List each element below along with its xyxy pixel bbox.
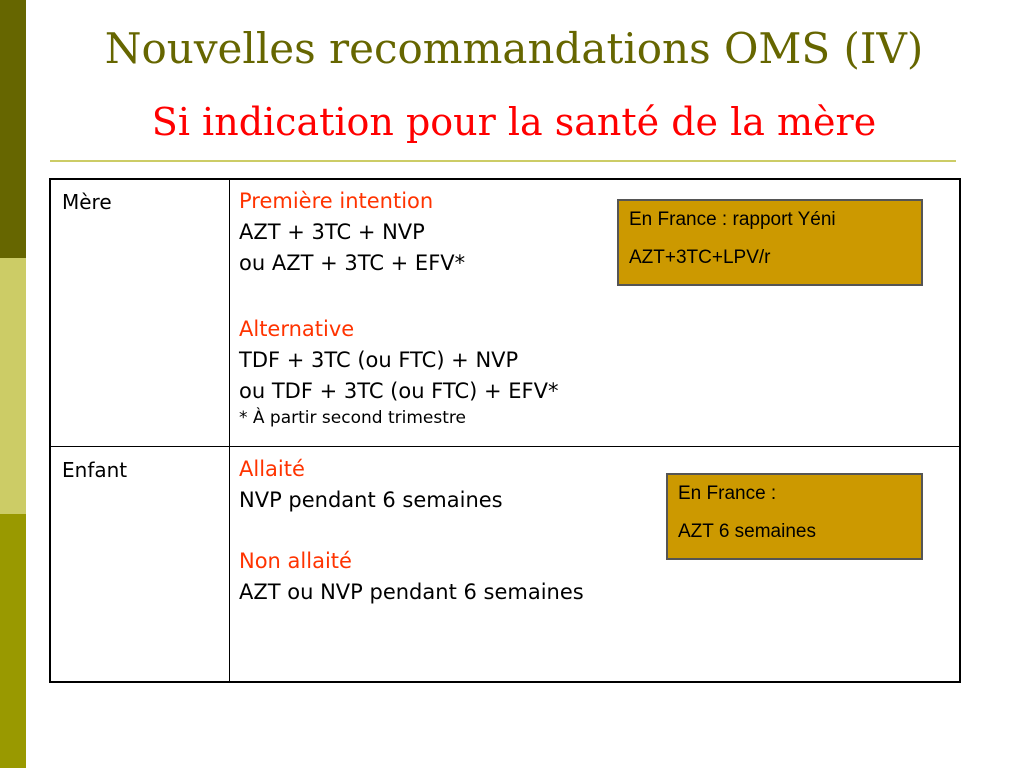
france-callout-enfant (666, 473, 923, 560)
slide-title: Nouvelles recommandations OMS (IV) (104, 24, 924, 73)
row-label-mere: Mère (62, 190, 112, 214)
enfant-breastfed-regimen: NVP pendant 6 semaines (239, 488, 503, 512)
enfant-not-breastfed-heading: Non allaité (239, 549, 352, 573)
callout-mere-line-1: En France : rapport Yéni (629, 209, 836, 230)
title-divider (50, 160, 956, 162)
table-column-divider (229, 180, 230, 681)
france-callout-mere (617, 199, 923, 286)
callout-enfant-line-1: En France : (678, 483, 777, 504)
enfant-breastfed-block (239, 454, 503, 516)
mere-alternative-block (239, 314, 559, 429)
enfant-not-breastfed-block (239, 546, 584, 608)
callout-mere-line-2: AZT+3TC+LPV/r (629, 247, 771, 268)
table-row-divider (51, 446, 959, 447)
sidebar-decoration-middle (0, 258, 26, 514)
mere-alternative-regimen-2: ou TDF + 3TC (ou FTC) + EFV* (239, 379, 559, 403)
mere-first-line-regimen-2: ou AZT + 3TC + EFV* (239, 251, 466, 275)
slide-subtitle: Si indication pour la santé de la mère (151, 100, 877, 144)
mere-alternative-regimen-1: TDF + 3TC (ou FTC) + NVP (239, 348, 519, 372)
mere-first-line-heading: Première intention (239, 189, 434, 213)
sidebar-decoration-bottom (0, 514, 26, 768)
mere-first-line-block (239, 186, 465, 279)
enfant-not-breastfed-regimen: AZT ou NVP pendant 6 semaines (239, 580, 584, 604)
mere-first-line-regimen-1: AZT + 3TC + NVP (239, 220, 425, 244)
mere-alternative-heading: Alternative (239, 317, 355, 341)
row-label-enfant: Enfant (62, 458, 128, 482)
enfant-breastfed-heading: Allaité (239, 457, 305, 481)
mere-alternative-note: * À partir second trimestre (239, 408, 466, 428)
sidebar-decoration-top (0, 0, 26, 258)
callout-enfant-line-2: AZT 6 semaines (678, 521, 816, 542)
